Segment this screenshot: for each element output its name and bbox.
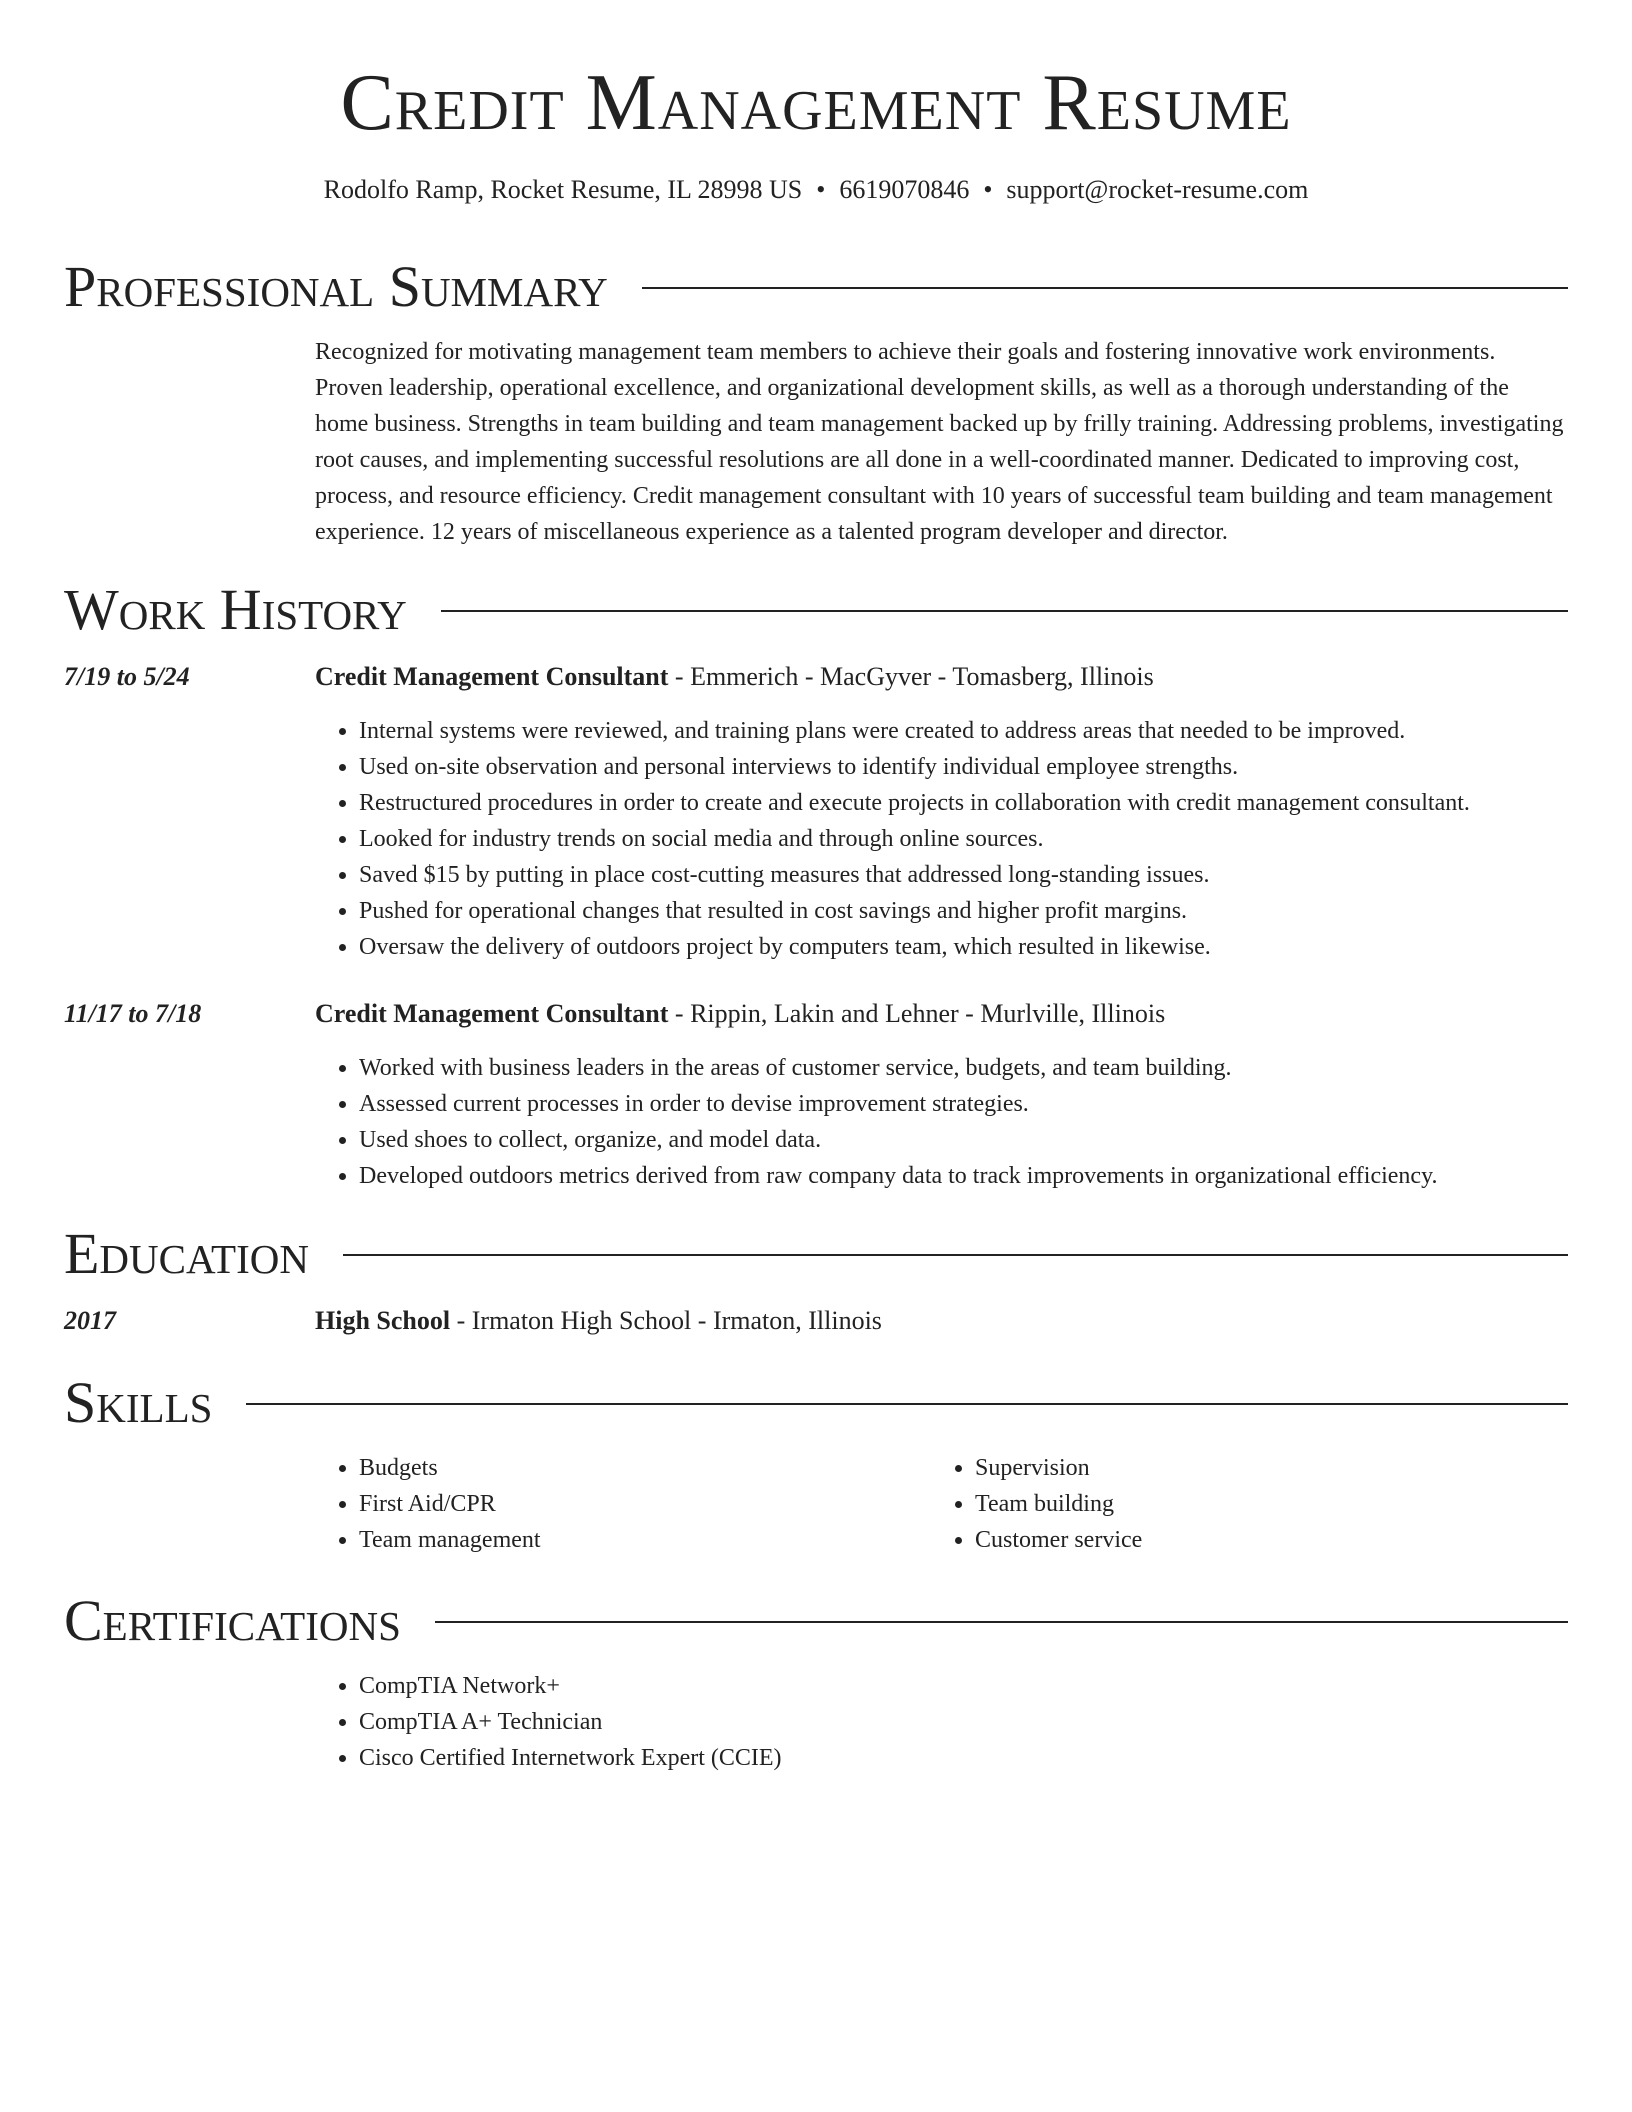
education-school: - Irmaton High School - Irmaton, Illinois [450, 1306, 882, 1335]
contact-line [0, 172, 1632, 208]
list-item: • Worked with business leaders in the areas of customer service, budgets, and team building. [359, 1050, 1438, 1086]
section-divider [435, 1621, 1568, 1623]
section-certifications [64, 1586, 1568, 1771]
job-headline [315, 659, 1154, 695]
job-title: Credit Management Consultant [315, 999, 669, 1028]
section-title: Skills [64, 1370, 213, 1435]
section-header [64, 252, 1568, 322]
list-item: • First Aid/CPR [359, 1486, 541, 1522]
list-item: • Used on-site observation and personal interviews to identify individual employee strengths. [359, 749, 1470, 785]
contact-email: support@rocket-resume.com [1006, 175, 1309, 204]
list-item: • Cisco Certified Internetwork Expert (CCIE) [359, 1740, 782, 1776]
list-item: • Looked for industry trends on social media and through online sources. [359, 821, 1470, 857]
section-divider [441, 610, 1568, 612]
list-item: • Saved $15 by putting in place cost-cutting measures that addressed long-standing issues. [359, 857, 1470, 893]
contact-phone: 6619070846 [839, 175, 970, 204]
section-header [64, 1586, 1568, 1656]
contact-address: Rodolfo Ramp, Rocket Resume, IL 28998 US [323, 175, 803, 204]
list-item: • Budgets [359, 1450, 541, 1486]
list-item: • CompTIA A+ Technician [359, 1704, 782, 1740]
list-item: • Assessed current processes in order to devise improvement strategies. [359, 1086, 1438, 1122]
education-degree: High School [315, 1306, 451, 1335]
section-divider [642, 287, 1568, 289]
section-header [64, 575, 1568, 645]
list-item: • CompTIA Network+ [359, 1668, 782, 1704]
education-year: 2017 [64, 1306, 116, 1335]
section-header [64, 1219, 1568, 1289]
section-education [64, 1219, 1568, 1335]
section-divider [246, 1403, 1568, 1405]
list-item: • Internal systems were reviewed, and training plans were created to address areas that needed to be improved. [359, 713, 1470, 749]
list-item: • Developed outdoors metrics derived from raw company data to track improvements in organizational efficiency. [359, 1158, 1438, 1194]
contact-separator: • [983, 175, 993, 204]
skills-list-left [315, 1450, 541, 1558]
section-divider [343, 1254, 1568, 1256]
list-item: • Team management [359, 1522, 541, 1558]
section-work-history [64, 575, 1568, 1189]
list-item: • Pushed for operational changes that resulted in cost savings and higher profit margins. [359, 893, 1470, 929]
job-employer: - Emmerich - MacGyver - Tomasberg, Illinois [668, 662, 1154, 691]
section-title: Professional Summary [64, 254, 608, 319]
job-employer: - Rippin, Lakin and Lehner - Murlville, Illinois [668, 999, 1166, 1028]
section-header [64, 1368, 1568, 1438]
education-headline [315, 1303, 882, 1339]
certifications-list [315, 1668, 782, 1776]
list-item: • Team building [975, 1486, 1142, 1522]
job-headline [315, 996, 1165, 1032]
section-professional-summary [64, 252, 1568, 545]
list-item: • Used shoes to collect, organize, and model data. [359, 1122, 1438, 1158]
skills-list-right [931, 1450, 1142, 1558]
section-title: Certifications [64, 1588, 401, 1653]
list-item: • Oversaw the delivery of outdoors project by computers team, which resulted in likewise. [359, 929, 1470, 965]
job-dates: 11/17 to 7/18 [64, 999, 202, 1028]
list-item: • Restructured procedures in order to create and execute projects in collaboration with credit management consultant. [359, 785, 1470, 821]
summary-text: Recognized for motivating management team members to achieve their goals and fostering innovative work environments. Proven leadership, operational excellence, and organizational development skills, as well as a thorough understanding of the home business. Strengths in team building and team management backed up by frilly training. Addressing problems, investigating root causes, and implementing successful resolutions are all done in a well-coordinated manner. Dedicated to improving cost, process, and resource efficiency. Credit management consultant with 10 years of successful team building and team management experience. 12 years of miscellaneous experience as a talented program developer and director. [315, 339, 1564, 545]
job-bullets [315, 1050, 1438, 1194]
list-item: • Customer service [975, 1522, 1142, 1558]
section-skills [64, 1368, 1568, 1553]
job-dates: 7/19 to 5/24 [64, 662, 190, 691]
section-title: Education [64, 1221, 309, 1286]
section-title: Work History [64, 577, 407, 642]
job-title: Credit Management Consultant [315, 662, 669, 691]
resume-title: Credit Management Resume [340, 59, 1292, 147]
contact-separator: • [816, 175, 826, 204]
list-item: • Supervision [975, 1450, 1142, 1486]
job-bullets [315, 713, 1470, 965]
